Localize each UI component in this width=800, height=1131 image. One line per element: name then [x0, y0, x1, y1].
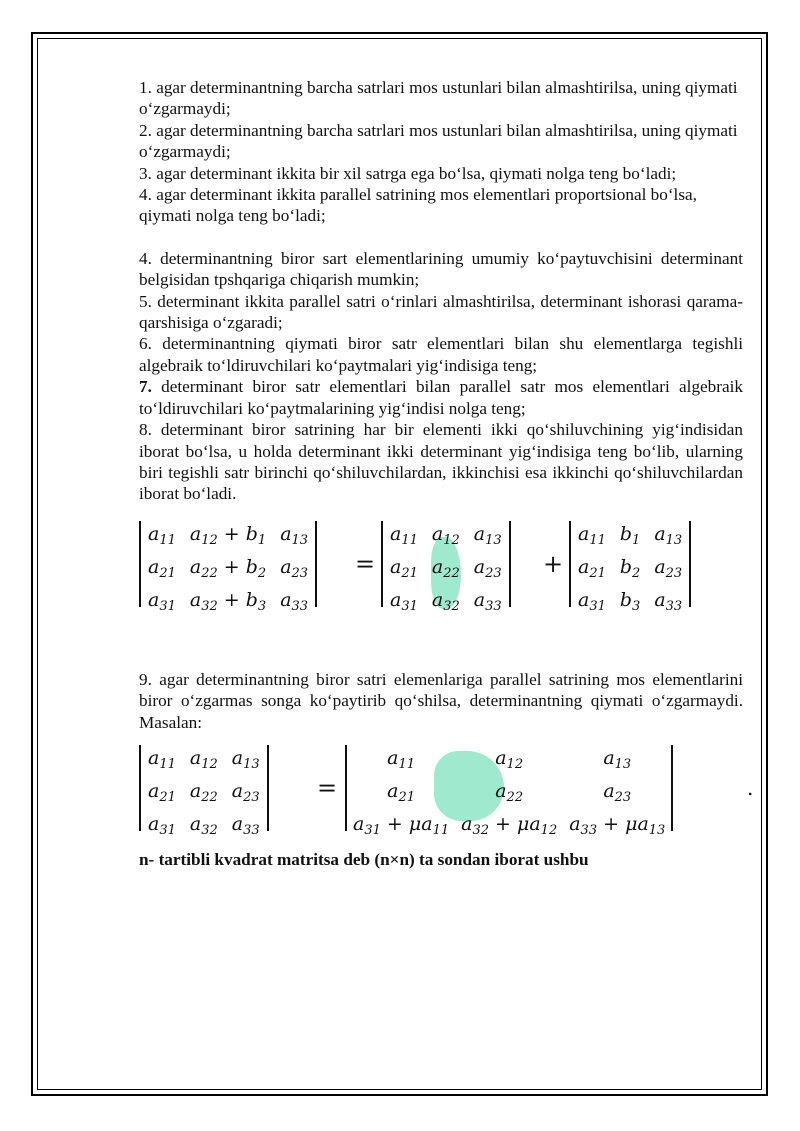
matrix-entry: $a_{33}$	[654, 588, 683, 614]
matrix-entry: $a_{12}$	[431, 522, 460, 548]
matrix-entry: $a_{23}$	[473, 555, 502, 581]
property-9: 9. agar determinantning biror satri elemenlariga parallel satrining mos elementlarini biror o‘zgarmas songa ko‘paytirib qo‘shilsa, determinantning qiymati o‘zgarmaydi. Masalan:	[139, 669, 743, 732]
matrix-entry: $a_{31} + \mu a_{11}$	[353, 812, 450, 838]
matrix-entry: $a_{21}$	[390, 555, 418, 581]
property-5: 5. determinant ikkita parallel satri o‘rinlari almashtirilsa, determinant ishorasi qarama-qarshisiga o‘zgaradi;	[139, 291, 743, 333]
matrix-entry: $a_{32}$	[189, 812, 218, 838]
matrix-entry: $a_{23}$	[231, 779, 260, 805]
matrix-entry: $a_{22}$	[189, 779, 218, 805]
matrix-entry: $a_{33} + \mu a_{13}$	[569, 812, 666, 838]
matrix-entry: $a_{13}$	[280, 522, 309, 548]
matrix-entry: $a_{31}$	[578, 588, 606, 614]
matrix-entry: $a_{22}$	[495, 779, 524, 805]
bold-heading-line: n- tartibli kvadrat matritsa deb (n×n) ta sondan iborat ushbu	[139, 849, 589, 869]
property-3: 3. agar determinant ikkita bir xil satrga ega bo‘lsa, qiymati nolga teng bo‘ladi;	[139, 163, 677, 183]
matrix-entry: $a_{11}$	[148, 746, 176, 772]
matrix-entry: $a_{31}$	[390, 588, 418, 614]
matrix-entry: $a_{21}$	[578, 555, 606, 581]
matrix-entry: $a_{11}$	[390, 522, 418, 548]
matrix-entry: $a_{33}$	[473, 588, 502, 614]
matrix-entry: $a_{12}$	[495, 746, 524, 772]
matrix-entry: $a_{12}$	[189, 746, 218, 772]
matrix-entry: $a_{33}$	[280, 588, 309, 614]
matrix-entry: $b_1$	[619, 522, 641, 548]
property-7	[139, 376, 743, 419]
matrix-entry: $a_{32} + \mu a_{12}$	[461, 812, 558, 838]
document-body	[139, 77, 754, 870]
determinant-original	[139, 745, 269, 838]
property-6: 6. determinantning qiymati biror satr elementlari bilan shu elementlarga tegishli algebraik to‘ldiruvchilari ko‘paytmalari yig‘indisiga teng;	[139, 334, 743, 375]
formula-row-addition	[139, 745, 754, 841]
determinant-middle	[381, 521, 511, 614]
matrix-entry: $a_{13}$	[473, 522, 502, 548]
property-7-text: determinant biror satr elementlari bilan parallel satr mos elementlari algebraik to‘ldiruvchilari ko‘paytmalarining yig‘indisi nolga teng;	[139, 377, 743, 418]
property-7-number: 7.	[139, 377, 152, 397]
matrix-entry: $a_{32} + b_3$	[189, 588, 267, 614]
property-2: 2. agar determinantning barcha satrlari mos ustunlari bilan almashtirilsa, uning qiymati o‘zgarmaydi;	[139, 120, 738, 162]
equals-sign: =	[355, 549, 376, 578]
matrix-entry: $a_{32}$	[431, 588, 460, 614]
matrix-entry: $a_{22} + b_2$	[189, 555, 267, 581]
property-8: 8. determinant biror satrining har bir elementi ikki qo‘shiluvchining yig‘indisidan iborat bo‘lsa, u holda determinant ikki determinant yig‘indisiga teng bo‘lib, ularning biri tegishli satr birinchi qo‘shiluvchilardan, ikkinchisi esa ikkinchi qo‘shiluvchilardan iborat bo‘ladi.	[139, 420, 743, 504]
plus-sign: +	[543, 549, 564, 578]
determinant-modified	[345, 745, 673, 838]
matrix-entry: $a_{13}$	[603, 746, 632, 772]
property-1: 1. agar determinantning barcha satrlari mos ustunlari bilan almashtirilsa, uning qiymati o‘zgarmaydi;	[139, 78, 738, 119]
matrix-entry: $a_{31}$	[148, 812, 176, 838]
property-4: 4. agar determinant ikkita parallel satrining mos elementlari proportsional bo‘lsa, qiymati nolga teng bo‘ladi;	[139, 185, 697, 226]
matrix-entry: $a_{31}$	[148, 588, 176, 614]
matrix-entry: $a_{12} + b_1$	[189, 522, 267, 548]
matrix-entry: $a_{21}$	[148, 555, 176, 581]
matrix-entry: $a_{21}$	[148, 779, 176, 805]
matrix-entry: $a_{23}$	[603, 779, 632, 805]
matrix-entry: $b_3$	[619, 588, 641, 614]
period: .	[747, 775, 754, 800]
matrix-entry: $a_{33}$	[231, 812, 260, 838]
equals-sign-2: =	[317, 773, 338, 802]
property-4b: 4. determinantning biror sart elementlarining umumiy ko‘paytuvchisini determinant belgisidan tpshqariga chiqarish mumkin;	[139, 248, 743, 290]
determinant-right	[569, 521, 691, 614]
matrix-entry: $a_{21}$	[387, 779, 415, 805]
matrix-entry: $a_{23}$	[280, 555, 309, 581]
formula-sum-of-determinants	[139, 521, 743, 617]
matrix-entry: $a_{13}$	[654, 522, 683, 548]
matrix-entry: $a_{23}$	[654, 555, 683, 581]
determinant-left	[139, 521, 317, 614]
matrix-entry: $b_2$	[619, 555, 641, 581]
matrix-entry: $a_{13}$	[231, 746, 260, 772]
matrix-entry: $a_{11}$	[578, 522, 606, 548]
matrix-entry: $a_{22}$	[431, 555, 460, 581]
matrix-entry: $a_{11}$	[148, 522, 176, 548]
matrix-entry: $a_{11}$	[387, 746, 415, 772]
